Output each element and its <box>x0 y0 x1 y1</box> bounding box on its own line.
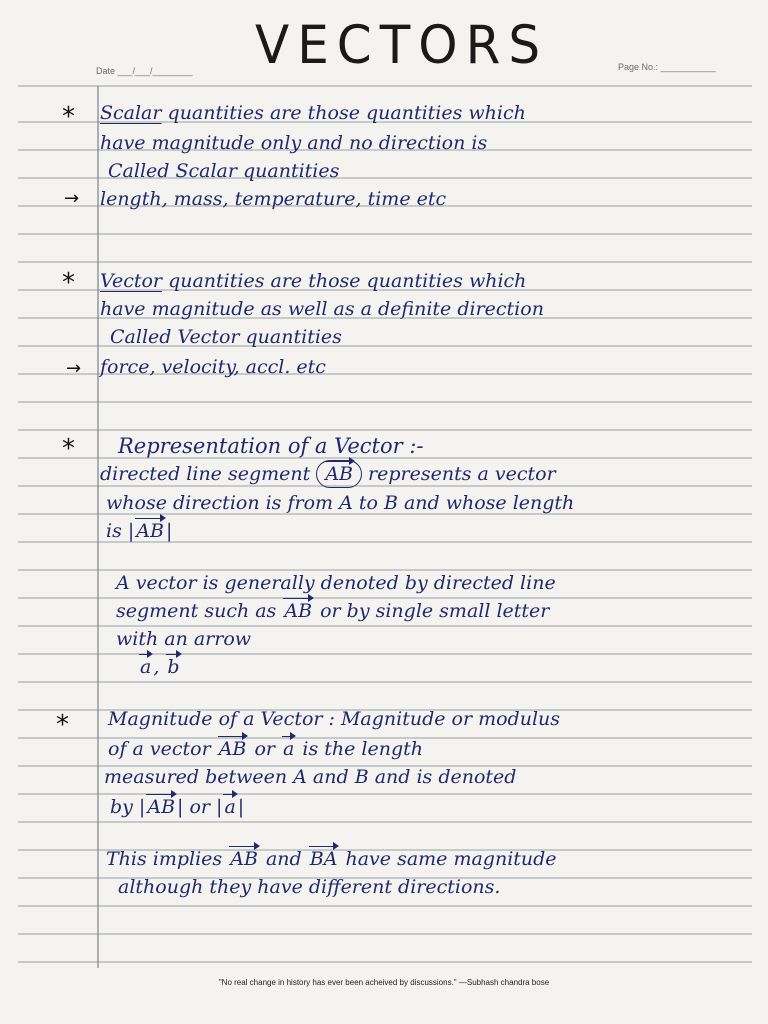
representation-line-3-post: | <box>165 520 173 542</box>
magnitude-line-2 <box>108 740 423 759</box>
scalar-line-2: have magnitude only and no direction is <box>100 132 488 154</box>
representation-heading: Representation of a Vector :- <box>118 434 424 458</box>
representation-line-2: whose direction is from A to B and whose length <box>106 492 575 514</box>
vector-bullet-star: * <box>62 268 75 298</box>
magnitude-line-2-mid: or <box>254 738 275 760</box>
vector-a: a <box>140 656 152 678</box>
magnitude-line-4-mid: | or | <box>177 796 223 818</box>
scalar-term: Scalar <box>100 102 162 124</box>
scalar-line-3: Called Scalar quantities <box>108 160 340 182</box>
representation-bullet-star: * <box>62 434 75 464</box>
vector-ab: AB <box>230 848 258 870</box>
vector-examples: force, velocity, accl. etc <box>100 356 326 378</box>
scalar-example-arrow-icon: → <box>64 188 80 209</box>
representation-line-3 <box>106 522 172 541</box>
magnitude-para2-line-1-pre: This implies <box>106 848 223 870</box>
vector-b: b <box>167 656 180 678</box>
scalar-line-1 <box>100 104 526 123</box>
scalar-examples: length, mass, temperature, time etc <box>100 188 447 210</box>
vector-ab: AB <box>325 463 353 485</box>
vector-line-1 <box>100 272 526 291</box>
vector-ab: AB <box>147 796 176 818</box>
scalar-line-1-text: quantities are those quantities which <box>167 102 526 124</box>
representation-vector-ab-circled <box>316 460 362 488</box>
magnitude-line-4-post: | <box>237 796 245 818</box>
representation-para2-line-2 <box>116 602 549 621</box>
page-title: VECTORS <box>255 14 549 76</box>
vector-line-1-text: quantities are those quantities which <box>168 270 527 292</box>
representation-line-1 <box>100 465 556 484</box>
magnitude-para2-line-1 <box>106 850 557 869</box>
representation-para2-line-3: with an arrow <box>116 628 252 650</box>
vector-separator: , <box>153 656 160 678</box>
magnitude-bullet-star: * <box>56 710 69 740</box>
representation-line-1-post: represents a vector <box>368 463 556 485</box>
footer-quote: "No real change in history has ever been acheived by discussions." —Subhash chandra bose <box>218 978 550 987</box>
vector-line-3: Called Vector quantities <box>110 326 342 348</box>
vector-a: a <box>224 796 236 818</box>
representation-para2-line-4 <box>138 658 182 677</box>
vector-ab: AB <box>136 520 164 542</box>
vector-example-arrow-icon: → <box>66 358 82 379</box>
date-field: Date ___/___/________ <box>96 66 193 76</box>
magnitude-line-4 <box>110 798 244 817</box>
magnitude-line-2-post: is the length <box>302 738 424 760</box>
magnitude-line-2-pre: of a vector <box>108 738 211 760</box>
vector-a: a <box>283 738 295 760</box>
magnitude-para2-line-2: although they have different directions. <box>118 876 501 898</box>
magnitude-para2-line-1-mid: and <box>265 848 302 870</box>
vector-ab: AB <box>218 738 247 760</box>
magnitude-line-4-pre: by | <box>110 796 146 818</box>
representation-line-1-pre: directed line segment <box>100 463 311 485</box>
vector-term: Vector <box>100 270 163 292</box>
representation-para2-line-1: A vector is generally denoted by directed line <box>116 572 556 594</box>
vector-line-2: have magnitude as well as a definite direction <box>100 298 544 320</box>
magnitude-line-1: Magnitude of a Vector : Magnitude or modulus <box>108 708 561 730</box>
magnitude-line-3: measured between A and B and is denoted <box>104 766 517 788</box>
representation-para2-line-2-post: or by single small letter <box>320 600 550 622</box>
vector-ba: BA <box>309 848 338 870</box>
magnitude-para2-line-1-post: have same magnitude <box>345 848 557 870</box>
representation-para2-line-2-pre: segment such as <box>116 600 277 622</box>
page-number-field: Page No.: ___________ <box>618 62 716 72</box>
scalar-bullet-star: * <box>62 102 75 132</box>
vector-ab: AB <box>284 600 313 622</box>
representation-line-3-pre: is | <box>106 520 135 542</box>
